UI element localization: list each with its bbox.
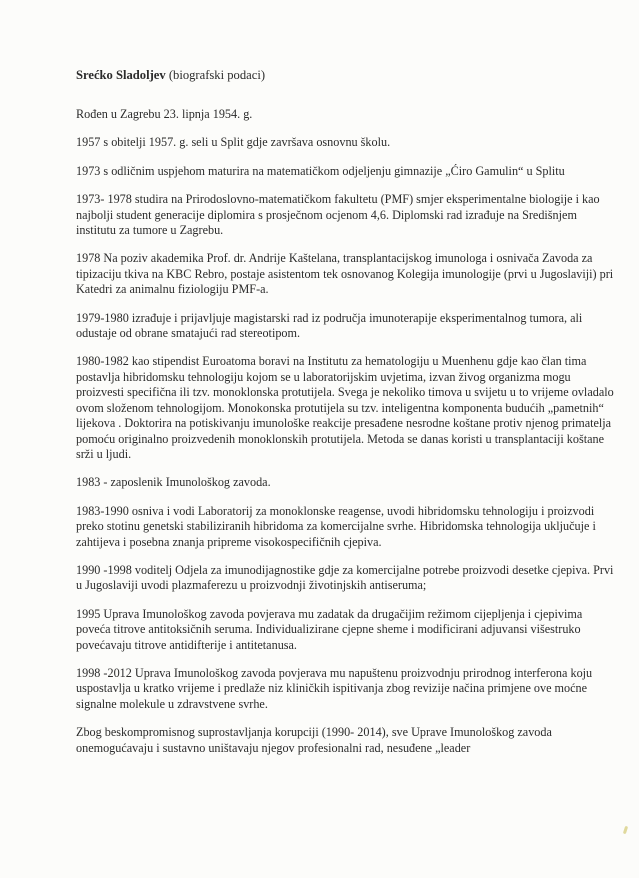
- paragraph-corruption: Zbog beskompromisnog suprostavljanja korupciji (1990- 2014), sve Uprave Imunološkog zavoda onemogućavaju i sustavno uništavaju njegov profesionalni rad, nesuđene „leader: [76, 725, 552, 755]
- heading-note: (biografski podaci): [168, 68, 266, 82]
- paragraph-1973-1978: 1973- 1978 studira na Prirodoslovno-matematičkom fakultetu (PMF) smjer eksperimentalne biologije i kao najbolji student generacije diplomira s prosječnom ocjenom 4,6. Diplomski rad izrađuje na Središnjem institutu za tumore u Zagrebu.: [76, 192, 600, 238]
- paragraph-1973: 1973 s odličnim uspjehom maturira na matematičkom odjeljenju gimnazije „Ćiro Gamulin“ u Splitu: [76, 163, 565, 178]
- paper-mark: [623, 826, 628, 835]
- paragraph-1980-1982: 1980-1982 kao stipendist Euroatoma boravi na Institutu za hematologiju u Muenhenu gdje kao član tima postavlja hibridomsku tehnologiju kojom se u laboratorijskim uvjetima, izvan živog organizma mogu proizvesti specifična ili tzv. monoklonska protutijela. Svega je nekoliko timova u svijetu u to vrijeme ovladalo ovom složenom tehnologijom. Monokonska protutijela su tzv. inteligentna komponenta budućih „pametnih“ lijekova . Doktorira na potiskivanju imunološke reakcije presađene nesrodne koštane protiv njenog primatelja pomoću originalno proizvedenih monoklonskih protutijela. Metoda se danas koristi u transplantaciji koštane srži u ljudi.: [76, 354, 614, 461]
- paragraph-1998-2012: 1998 -2012 Uprava Imunološkog zavoda povjerava mu napuštenu proizvodnju prirodnog interferona koju uspostavlja u kratko vrijeme i predlaže niz kliničkih ispitivanja zbog revizije načina primjene ove moćne signalne molekule u zdravstvene svrhe.: [76, 665, 593, 711]
- paragraph-1990-1998: 1990 -1998 voditelj Odjela za imunodijagnostike gdje za komercijalne potrebe proizvodi desetke cjepiva. Prvi u Jugoslaviji uvodi plazmaferezu u proizvodnji životinjskih antiseruma;: [76, 562, 614, 593]
- paragraph-1957: 1957 s obitelji 1957. g. seli u Split gdje završava osnovnu školu.: [76, 135, 391, 150]
- document-heading: [76, 68, 616, 83]
- paragraph-1979-1980: 1979-1980 izrađuje i prijavljuje magistarski rad iz područja imunoterapije eksperimentalnog tumora, ali odustaje od obrane smatajući rad stereotipom.: [76, 310, 583, 341]
- paragraph-birth: Rođen u Zagrebu 23. lipnja 1954. g.: [76, 107, 253, 121]
- paragraph-1978: 1978 Na poziv akademika Prof. dr. Andrije Kaštelana, transplantacijskog imunologa i osnivača Zavoda za tipizaciju tkiva na KBC Rebro, postaje asistentom tek osnovanog Kolegija imunologije (prvi u Jugoslaviji) pri Katedri za animalnu fiziologiju PMF-a.: [76, 251, 614, 297]
- paragraph-1983-1990: 1983-1990 osniva i vodi Laboratorij za monoklonske reagense, uvodi hibridomsku tehnologiju i proizvodi preko stotinu genetski stabiliziranih hibridoma za komercijalne svrhe. Hibridomska tehnologija uključuje i zahtijeva i posebna znanja pripreme visokospecifičnih cjepiva.: [76, 503, 596, 549]
- paragraph-1983: 1983 - zaposlenik Imunološkog zavoda.: [76, 475, 271, 490]
- person-name: Srećko Sladoljev: [76, 68, 166, 82]
- document-body: [76, 68, 616, 769]
- paragraph-1995: 1995 Uprava Imunološkog zavoda povjerava mu zadatak da drugačijim režimom cijepljenja i cjepivima poveća titrove antitoksičnih seruma. Individualizirane cjepne sheme i modificirani adjuvansi višestruko povećavaju titrove antidifterije i antitetanusa.: [76, 606, 583, 652]
